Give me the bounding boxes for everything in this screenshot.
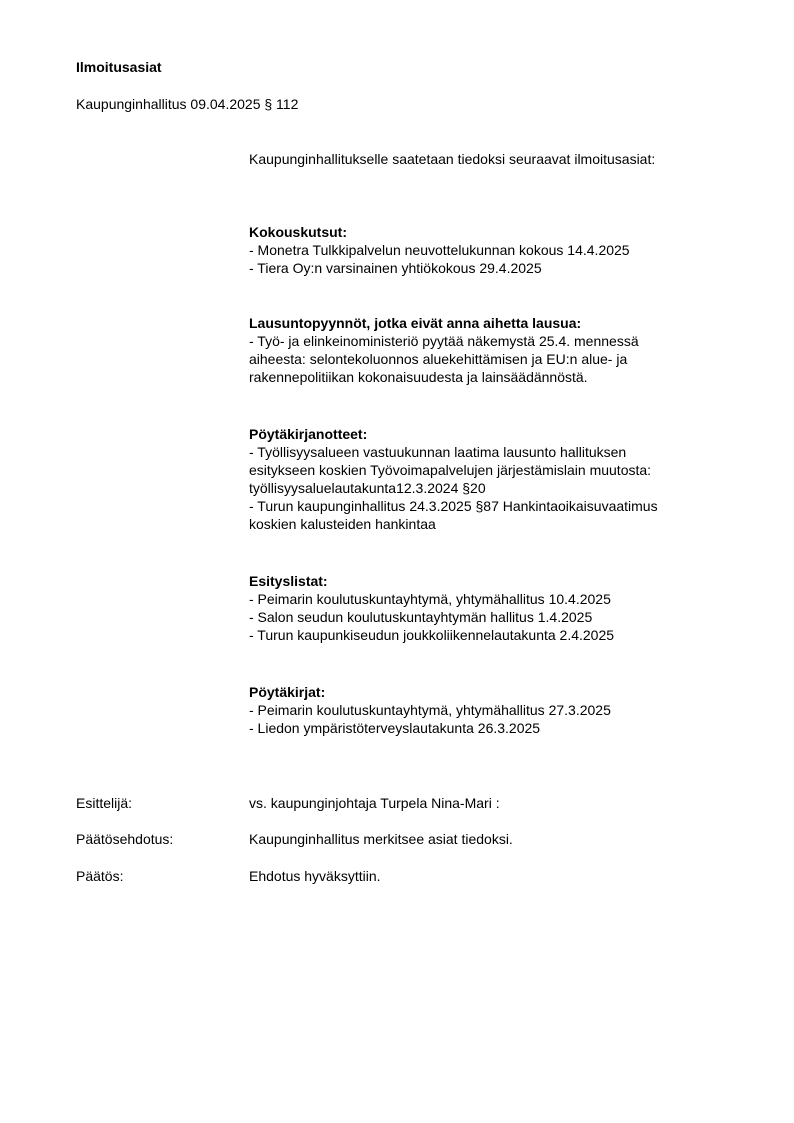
- section-minutes-extracts: [249, 425, 749, 533]
- section-line: - Peimarin koulutuskuntayhtymä, yhtymähallitus 27.3.2025: [249, 702, 611, 718]
- section-line: työllisyysaluelautakunta12.3.2024 §20: [249, 480, 486, 496]
- section-line: - Salon seudun koulutuskuntayhtymän hallitus 1.4.2025: [249, 609, 593, 625]
- section-line: koskien kalusteiden hankintaa: [249, 516, 436, 532]
- section-line: esitykseen koskien Työvoimapalvelujen järjestämislain muutosta:: [249, 462, 652, 478]
- section-line: - Työllisyysalueen vastuukunnan laatima lausunto hallituksen: [249, 444, 627, 460]
- section-heading: Esityslistat:: [249, 573, 328, 589]
- proposal-label: Päätösehdotus:: [76, 831, 174, 847]
- section-line: - Monetra Tulkkipalvelun neuvottelukunnan kokous 14.4.2025: [249, 242, 630, 258]
- decision-label: Päätös:: [76, 868, 124, 884]
- section-line: - Turun kaupunkiseudun joukkoliikennelautakunta 2.4.2025: [249, 627, 615, 643]
- section-line: - Turun kaupunginhallitus 24.3.2025 §87 Hankintaoikaisuvaatimus: [249, 498, 658, 514]
- section-line: - Tiera Oy:n varsinainen yhtiökokous 29.4.2025: [249, 260, 542, 276]
- section-heading: Kokouskutsut:: [249, 224, 347, 240]
- meeting-reference: Kaupunginhallitus 09.04.2025 § 112: [76, 96, 299, 112]
- decision-value: Ehdotus hyväksyttiin.: [249, 868, 381, 884]
- section-line: - Liedon ympäristöterveyslautakunta 26.3.2025: [249, 720, 541, 736]
- presenter-value: vs. kaupunginjohtaja Turpela Nina-Mari :: [249, 795, 500, 811]
- document-title: Ilmoitusasiat: [76, 59, 162, 75]
- proposal-value: Kaupunginhallitus merkitsee asiat tiedoksi.: [249, 831, 513, 847]
- section-heading: Pöytäkirjanotteet:: [249, 426, 368, 442]
- section-line: rakennepolitiikan kokonaisuudesta ja lainsäädännöstä.: [249, 369, 588, 385]
- intro-text: Kaupunginhallitukselle saatetaan tiedoksi seuraavat ilmoitusasiat:: [249, 151, 656, 167]
- presenter-label: Esittelijä:: [76, 795, 133, 811]
- section-meeting-invitations: [249, 223, 749, 277]
- section-heading: Pöytäkirjat:: [249, 684, 326, 700]
- section-line: - Peimarin koulutuskuntayhtymä, yhtymähallitus 10.4.2025: [249, 591, 611, 607]
- section-heading: Lausuntopyynnöt, jotka eivät anna aihetta lausua:: [249, 315, 582, 331]
- section-agendas: [249, 572, 749, 644]
- section-line: aiheesta: selontekoluonnos aluekehittämisen ja EU:n alue- ja: [249, 351, 628, 367]
- section-line: - Työ- ja elinkeinoministeriö pyytää näkemystä 25.4. mennessä: [249, 333, 639, 349]
- section-minutes: [249, 683, 749, 737]
- section-statement-requests: [249, 314, 749, 386]
